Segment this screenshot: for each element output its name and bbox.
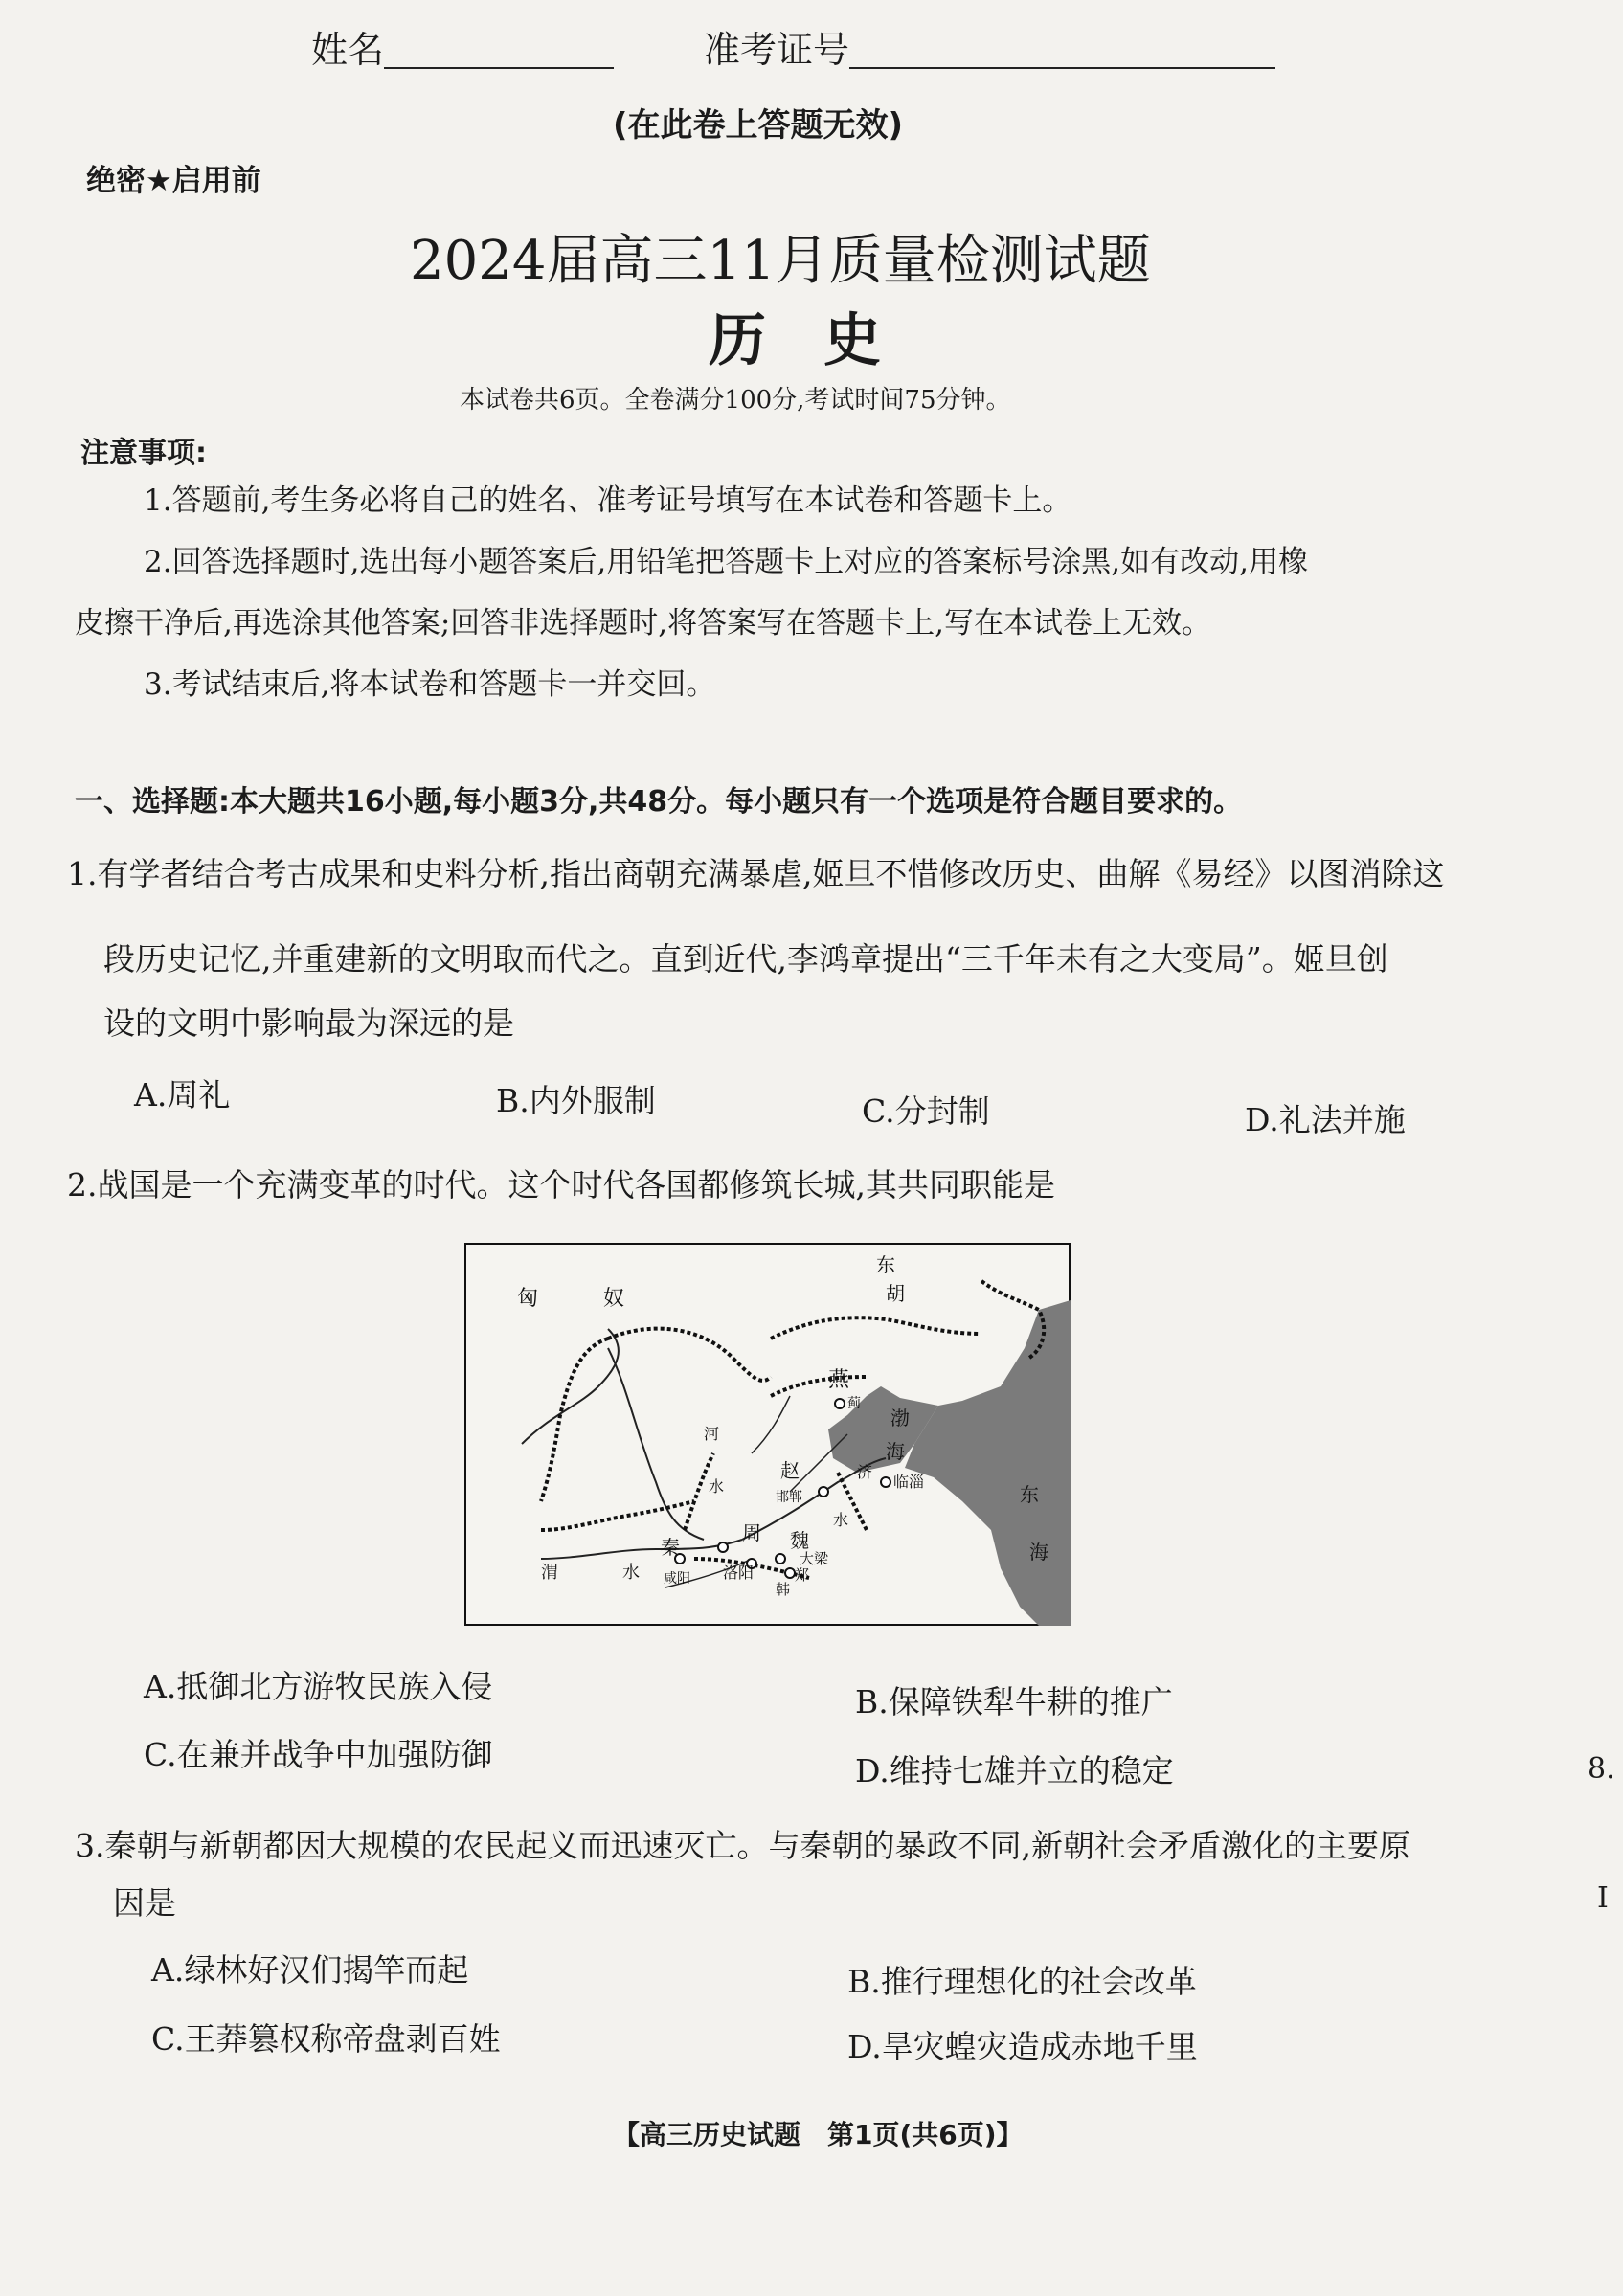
- svg-text:水: 水: [833, 1511, 849, 1529]
- svg-text:周: 周: [742, 1521, 761, 1544]
- svg-text:水: 水: [622, 1563, 640, 1583]
- q1-option-a[interactable]: A.周礼: [134, 1076, 231, 1114]
- svg-text:胡: 胡: [886, 1282, 905, 1305]
- svg-text:济: 济: [857, 1463, 873, 1481]
- svg-text:大梁: 大梁: [800, 1550, 829, 1567]
- svg-text:海: 海: [886, 1440, 905, 1463]
- exam-info: 本试卷共6页。全卷满分100分,考试时间75分钟。: [460, 386, 1011, 415]
- svg-text:洛阳: 洛阳: [723, 1564, 755, 1582]
- q1-line3: 设的文明中影响最为深远的是: [103, 1004, 514, 1042]
- svg-text:临淄: 临淄: [893, 1473, 925, 1491]
- svg-text:郑: 郑: [795, 1566, 810, 1584]
- margin-mark-i: I: [1597, 1881, 1609, 1915]
- subject-title: 历 史: [709, 307, 881, 374]
- svg-text:东: 东: [1020, 1483, 1039, 1506]
- q2-option-d[interactable]: D.维持七雄并立的稳定: [855, 1752, 1174, 1790]
- q2-option-c[interactable]: C.在兼并战争中加强防御: [144, 1736, 493, 1773]
- svg-text:渭: 渭: [541, 1563, 558, 1583]
- note-2a: 2.回答选择题时,选出每小题答案后,用铅笔把答题卡上对应的答案标号涂黑,如有改动,用橡: [144, 545, 1308, 579]
- section-heading: 一、选择题:本大题共16小题,每小题3分,共48分。每小题只有一个选项是符合题目要求的。: [75, 785, 1243, 819]
- q1-option-d[interactable]: D.礼法并施: [1245, 1101, 1406, 1138]
- svg-text:魏: 魏: [790, 1529, 809, 1552]
- svg-text:咸阳: 咸阳: [664, 1571, 690, 1587]
- q3-line2: 因是: [113, 1884, 176, 1922]
- notes-heading: 注意事项:: [80, 437, 207, 470]
- svg-text:韩: 韩: [776, 1581, 791, 1598]
- name-field[interactable]: [384, 29, 614, 69]
- q2-stem: 2.战国是一个充满变革的时代。这个时代各国都修筑长城,其共同职能是: [67, 1166, 1055, 1204]
- q3-option-c[interactable]: C.王莽篡权称帝盘剥百姓: [151, 2020, 501, 2058]
- svg-text:渤: 渤: [890, 1407, 910, 1429]
- svg-text:海: 海: [1029, 1541, 1048, 1564]
- exam-title: 2024届高三11月质量检测试题: [410, 230, 1151, 292]
- svg-text:河: 河: [704, 1425, 720, 1443]
- page-footer: 【高三历史试题 第1页(共6页)】: [613, 2119, 1024, 2150]
- svg-text:赵: 赵: [780, 1459, 800, 1482]
- note-1: 1.答题前,考生务必将自己的姓名、准考证号填写在本试卷和答题卡上。: [144, 484, 1072, 518]
- q3-option-a[interactable]: A.绿林好汉们揭竿而起: [151, 1951, 469, 1989]
- svg-text:水: 水: [709, 1477, 725, 1496]
- q1-line2: 段历史记忆,并重建新的文明取而代之。直到近代,李鸿章提出“三千年未有之大变局”。姬旦创: [103, 940, 1388, 978]
- exam-id-field[interactable]: [849, 29, 1275, 69]
- q3-line1: 3.秦朝与新朝都因大规模的农民起义而迅速灭亡。与秦朝的暴政不同,新朝社会矛盾激化的主要原: [75, 1827, 1410, 1864]
- secret-label: 绝密★启用前: [86, 164, 261, 198]
- q2-option-a[interactable]: A.抵御北方游牧民族入侵: [144, 1668, 493, 1705]
- q1-option-c[interactable]: C.分封制: [862, 1092, 990, 1130]
- note-2b: 皮擦干净后,再选涂其他答案;回答非选择题时,将答案写在答题卡上,写在本试卷上无效。: [75, 606, 1212, 641]
- q1-option-b[interactable]: B.内外服制: [496, 1082, 656, 1119]
- svg-text:秦: 秦: [661, 1536, 680, 1559]
- note-3: 3.考试结束后,将本试卷和答题卡一并交回。: [144, 667, 716, 702]
- svg-text:邯郸: 邯郸: [776, 1490, 802, 1505]
- svg-text:奴: 奴: [603, 1287, 625, 1311]
- warring-states-map: [464, 1243, 1071, 1626]
- invalid-notice: (在此卷上答题无效): [613, 106, 904, 145]
- q2-option-b[interactable]: B.保障铁犁牛耕的推广: [855, 1683, 1173, 1721]
- q1-line1: 1.有学者结合考古成果和史料分析,指出商朝充满暴虐,姬旦不惜修改历史、曲解《易经》以图消除这: [67, 855, 1445, 892]
- svg-text:燕: 燕: [828, 1368, 850, 1392]
- svg-text:蓟: 蓟: [847, 1396, 861, 1411]
- margin-mark-8: 8.: [1588, 1752, 1615, 1786]
- q3-option-b[interactable]: B.推行理想化的社会改革: [847, 1963, 1197, 2000]
- svg-text:东: 东: [876, 1253, 895, 1276]
- exam-id-label: 准考证号: [704, 29, 1275, 69]
- name-label: 姓名: [311, 29, 614, 69]
- q3-option-d[interactable]: D.旱灾蝗灾造成赤地千里: [847, 2028, 1198, 2065]
- svg-text:匈: 匈: [517, 1287, 539, 1311]
